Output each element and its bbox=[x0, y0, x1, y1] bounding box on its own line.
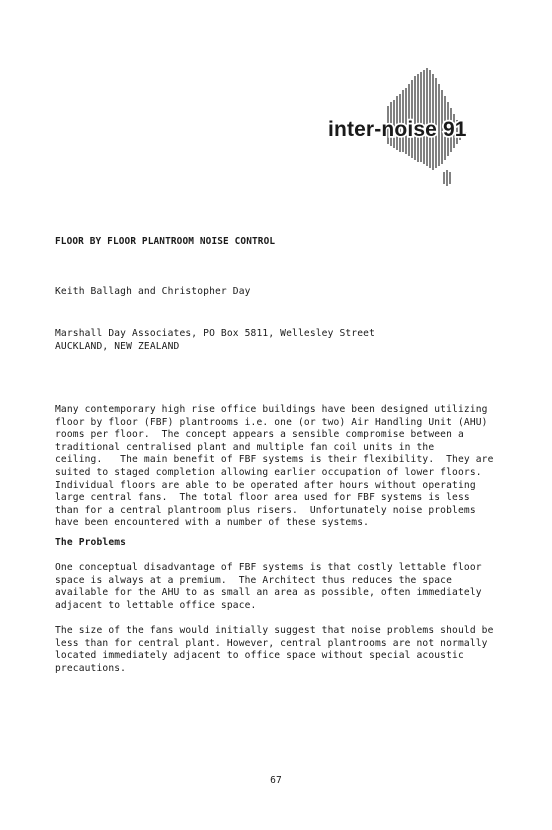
affiliation-line-1: Marshall Day Associates, PO Box 5811, Wellesley Street bbox=[55, 328, 375, 339]
paper-affiliation bbox=[55, 328, 375, 353]
paper-title: FLOOR BY FLOOR PLANTROOM NOISE CONTROL bbox=[55, 236, 276, 247]
body-paragraph-2: One conceptual disadvantage of FBF systems is that costly lettable floor space is always at a premium. The Architect thus reduces the space available for the AHU to as small an area as possible, often immediately adjacent to lettable office space. bbox=[55, 562, 482, 611]
body-paragraph-3: The size of the fans would initially suggest that noise problems should be less than for central plant. However, central plantrooms are not normally located immediately adjacent to office space without special acoustic precautions. bbox=[55, 625, 494, 674]
inter-noise-91-logo bbox=[318, 66, 488, 188]
page-number: 67 bbox=[270, 775, 282, 786]
paper-authors: Keith Ballagh and Christopher Day bbox=[55, 286, 251, 297]
logo-wordmark: inter-noise 91 bbox=[328, 118, 467, 141]
section-heading: The Problems bbox=[55, 537, 127, 548]
affiliation-line-2: AUCKLAND, NEW ZEALAND bbox=[55, 340, 180, 352]
body-paragraph-intro: Many contemporary high rise office buildings have been designed utilizing floor by floor (FBF) plantrooms i.e. one (or two) Air Handling Unit (AHU) rooms per floor. The concept appears a sensible compromise between a traditional centralised plant and multiple fan coil units in the ceiling. The main benefit of FBF systems is their flexibility. They are suited to staged completion allowing earlier occupation of lower floors. Individual floors are able to be operated after hours without operating large central fans. The total floor area used for FBF systems is less than for a central plantroom plus risers. Unfortunately noise problems have been encountered with a number of these systems. bbox=[55, 404, 494, 529]
